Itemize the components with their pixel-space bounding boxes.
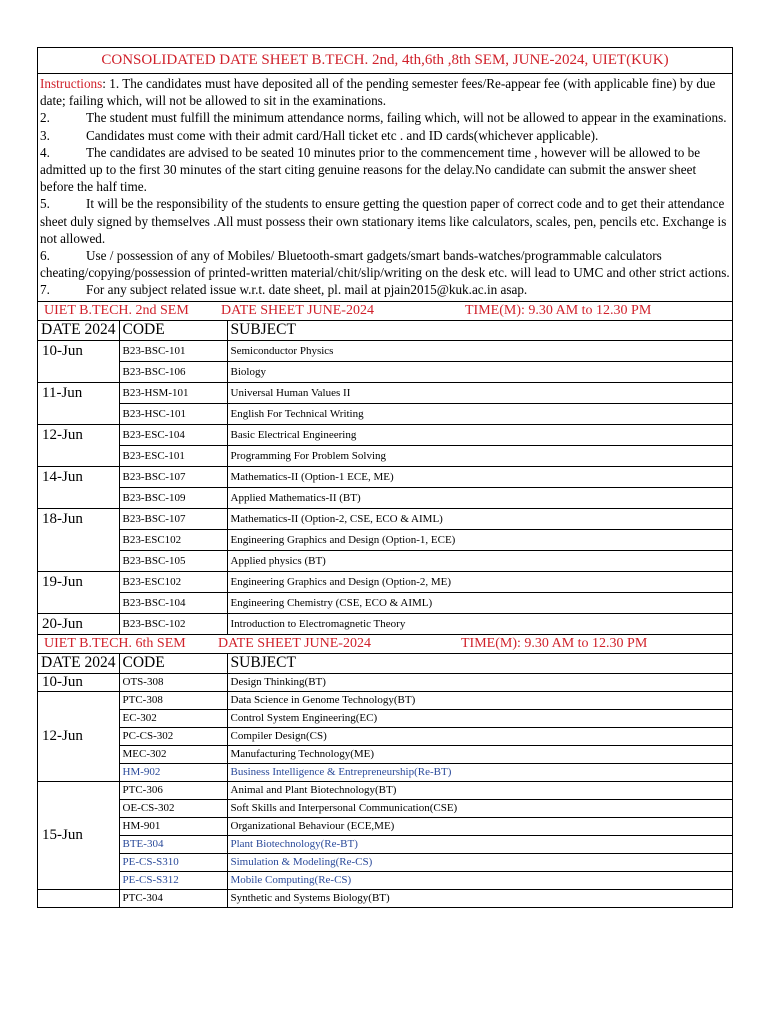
table-row bbox=[38, 871, 732, 889]
date-column-header: DATE 2024 bbox=[38, 654, 119, 674]
instruction-number: 3. bbox=[40, 127, 50, 143]
instructions-block bbox=[38, 74, 732, 302]
subject-code: B23-BSC-104 bbox=[119, 592, 227, 613]
subject-code: B23-ESC-104 bbox=[119, 424, 227, 445]
subject-name: Business Intelligence & Entrepreneurship(Re-BT) bbox=[227, 763, 732, 781]
exam-date: 12-Jun bbox=[38, 424, 119, 466]
subject-name: Basic Electrical Engineering bbox=[227, 424, 732, 445]
table-row bbox=[38, 592, 732, 613]
instruction-5 bbox=[40, 195, 731, 247]
subject-name: Organizational Behaviour (ECE,ME) bbox=[227, 817, 732, 835]
sem6-time: TIME(M): 9.30 AM to 12.30 PM bbox=[461, 635, 648, 651]
instruction-2 bbox=[40, 109, 731, 126]
subject-code: MEC-302 bbox=[119, 745, 227, 763]
date-column-header: DATE 2024 bbox=[38, 321, 119, 341]
code-column-header: CODE bbox=[119, 654, 227, 674]
subject-code: B23-HSM-101 bbox=[119, 382, 227, 403]
table-row bbox=[38, 571, 732, 592]
table-row bbox=[38, 853, 732, 871]
subject-name: Applied Mathematics-II (BT) bbox=[227, 487, 732, 508]
instruction-7 bbox=[40, 281, 731, 298]
subject-code: BTE-304 bbox=[119, 835, 227, 853]
table-row bbox=[38, 691, 732, 709]
table-row bbox=[38, 340, 732, 361]
table-header-row bbox=[38, 654, 732, 674]
sem2-section-header bbox=[38, 302, 732, 321]
table-row bbox=[38, 763, 732, 781]
subject-code: PE-CS-S312 bbox=[119, 871, 227, 889]
instruction-number: 5. bbox=[40, 196, 50, 212]
table-row bbox=[38, 799, 732, 817]
subject-column-header: SUBJECT bbox=[227, 654, 732, 674]
sem2-sheet-label: DATE SHEET JUNE-2024 bbox=[221, 302, 374, 318]
table-row bbox=[38, 361, 732, 382]
subject-name: Introduction to Electromagnetic Theory bbox=[227, 613, 732, 634]
subject-code: B23-BSC-106 bbox=[119, 361, 227, 382]
date-sheet-document bbox=[37, 47, 733, 908]
subject-name: Programming For Problem Solving bbox=[227, 445, 732, 466]
table-row bbox=[38, 889, 732, 907]
subject-name: Engineering Graphics and Design (Option-1, ECE) bbox=[227, 529, 732, 550]
subject-column-header: SUBJECT bbox=[227, 321, 732, 341]
exam-date: 11-Jun bbox=[38, 382, 119, 424]
table-row bbox=[38, 445, 732, 466]
table-row bbox=[38, 709, 732, 727]
subject-code: HM-902 bbox=[119, 763, 227, 781]
instruction-text: The student must fulfill the minimum attendance norms, failing which, will not be allowed to appear in the examinations. bbox=[86, 110, 727, 126]
table-row bbox=[38, 466, 732, 487]
subject-name: Mathematics-II (Option-1 ECE, ME) bbox=[227, 466, 732, 487]
subject-code: PTC-304 bbox=[119, 889, 227, 907]
instruction-number: 6. bbox=[40, 248, 50, 264]
exam-date: 18-Jun bbox=[38, 508, 119, 571]
subject-name: Universal Human Values II bbox=[227, 382, 732, 403]
exam-date: 14-Jun bbox=[38, 466, 119, 508]
instruction-text: 1. The candidates must have deposited all of the pending semester fees/Re-appear fee (with applicable fine) by due date; failing which, will not be allowed to sit in the examinations. bbox=[40, 76, 716, 109]
table-row bbox=[38, 487, 732, 508]
instruction-text: The candidates are advised to be seated 10 minutes prior to the commencement time , however will be allowed to be admitted up to the first 30 minutes of the start citing genuine reasons for the delay.No candidate can submit the answer sheet before the half time. bbox=[40, 144, 701, 195]
table-row bbox=[38, 382, 732, 403]
sem2-table bbox=[38, 321, 732, 635]
instruction-number: 4. bbox=[40, 144, 50, 160]
exam-date: 15-Jun bbox=[38, 781, 119, 889]
sem2-time: TIME(M): 9.30 AM to 12.30 PM bbox=[465, 302, 652, 318]
instruction-3 bbox=[40, 127, 731, 144]
subject-code: HM-901 bbox=[119, 817, 227, 835]
subject-code: B23-ESC102 bbox=[119, 571, 227, 592]
subject-name: Control System Engineering(EC) bbox=[227, 709, 732, 727]
sem2-heading: UIET B.TECH. 2nd SEM bbox=[44, 302, 189, 318]
subject-name: Semiconductor Physics bbox=[227, 340, 732, 361]
subject-code: B23-ESC102 bbox=[119, 529, 227, 550]
subject-name: Engineering Graphics and Design (Option-2, ME) bbox=[227, 571, 732, 592]
instruction-number: 2. bbox=[40, 110, 50, 126]
exam-date: 20-Jun bbox=[38, 613, 119, 634]
subject-code: B23-BSC-107 bbox=[119, 466, 227, 487]
subject-name: Manufacturing Technology(ME) bbox=[227, 745, 732, 763]
exam-date bbox=[38, 889, 119, 907]
table-row bbox=[38, 424, 732, 445]
subject-code: B23-HSC-101 bbox=[119, 403, 227, 424]
subject-name: Compiler Design(CS) bbox=[227, 727, 732, 745]
table-row bbox=[38, 781, 732, 799]
table-row bbox=[38, 727, 732, 745]
subject-name: Design Thinking(BT) bbox=[227, 673, 732, 691]
table-row bbox=[38, 403, 732, 424]
subject-code: B23-BSC-101 bbox=[119, 340, 227, 361]
subject-code: B23-BSC-102 bbox=[119, 613, 227, 634]
sem6-heading: UIET B.TECH. 6th SEM bbox=[44, 635, 186, 651]
table-row bbox=[38, 817, 732, 835]
subject-code: PTC-306 bbox=[119, 781, 227, 799]
subject-code: B23-BSC-105 bbox=[119, 550, 227, 571]
subject-name: Mobile Computing(Re-CS) bbox=[227, 871, 732, 889]
table-row bbox=[38, 673, 732, 691]
subject-code: OE-CS-302 bbox=[119, 799, 227, 817]
subject-name: Simulation & Modeling(Re-CS) bbox=[227, 853, 732, 871]
instruction-4 bbox=[40, 144, 731, 196]
exam-date: 12-Jun bbox=[38, 691, 119, 781]
subject-code: B23-BSC-107 bbox=[119, 508, 227, 529]
instruction-6 bbox=[40, 247, 731, 281]
document-title: CONSOLIDATED DATE SHEET B.TECH. 2nd, 4th,6th ,8th SEM, JUNE-2024, UIET(KUK) bbox=[38, 48, 732, 74]
exam-date: 10-Jun bbox=[38, 340, 119, 382]
sem6-sheet-label: DATE SHEET JUNE-2024 bbox=[218, 635, 371, 651]
instruction-1: Instructions: 1. The candidates must have deposited all of the pending semester fees/Re-appear fee (with applicable fine) by due date; failing which, will not be allowed to sit in the examinations. bbox=[40, 76, 716, 109]
subject-name: Applied physics (BT) bbox=[227, 550, 732, 571]
instructions-label: Instructions bbox=[40, 76, 103, 91]
table-header-row bbox=[38, 321, 732, 341]
code-column-header: CODE bbox=[119, 321, 227, 341]
table-row bbox=[38, 550, 732, 571]
instruction-number: 7. bbox=[40, 282, 50, 298]
sem6-section-header bbox=[38, 635, 732, 654]
instruction-text: Candidates must come with their admit card/Hall ticket etc . and ID cards(whichever applicable). bbox=[86, 127, 599, 143]
subject-code: B23-BSC-109 bbox=[119, 487, 227, 508]
subject-code: PTC-308 bbox=[119, 691, 227, 709]
subject-name: Animal and Plant Biotechnology(BT) bbox=[227, 781, 732, 799]
exam-date: 19-Jun bbox=[38, 571, 119, 613]
subject-code: PC-CS-302 bbox=[119, 727, 227, 745]
table-row bbox=[38, 508, 732, 529]
table-row bbox=[38, 613, 732, 634]
instruction-text: It will be the responsibility of the students to ensure getting the question paper of correct code and to get their attendance sheet duly signed by themselves .All must possess their own stationary items like calculators, scales, pen, pencils etc. Exchange is not allowed. bbox=[40, 196, 727, 246]
subject-name: Synthetic and Systems Biology(BT) bbox=[227, 889, 732, 907]
sem6-table bbox=[38, 654, 732, 907]
subject-name: Plant Biotechnology(Re-BT) bbox=[227, 835, 732, 853]
table-row bbox=[38, 835, 732, 853]
instruction-text: For any subject related issue w.r.t. date sheet, pl. mail at pjain2015@kuk.ac.in asap. bbox=[86, 282, 528, 298]
table-row bbox=[38, 745, 732, 763]
instruction-text: Use / possession of any of Mobiles/ Bluetooth-smart gadgets/smart bands-watches/programmable calculators cheating/copying/possession of printed-written material/chit/slip/writing on the desk etc. will lead to UMC and other strict actions. bbox=[40, 248, 730, 281]
subject-name: Mathematics-II (Option-2, CSE, ECO & AIML) bbox=[227, 508, 732, 529]
subject-name: Soft Skills and Interpersonal Communication(CSE) bbox=[227, 799, 732, 817]
exam-date: 10-Jun bbox=[38, 673, 119, 691]
subject-name: English For Technical Writing bbox=[227, 403, 732, 424]
subject-name: Data Science in Genome Technology(BT) bbox=[227, 691, 732, 709]
table-row bbox=[38, 529, 732, 550]
subject-code: OTS-308 bbox=[119, 673, 227, 691]
subject-code: EC-302 bbox=[119, 709, 227, 727]
subject-name: Engineering Chemistry (CSE, ECO & AIML) bbox=[227, 592, 732, 613]
subject-code: B23-ESC-101 bbox=[119, 445, 227, 466]
subject-name: Biology bbox=[227, 361, 732, 382]
subject-code: PE-CS-S310 bbox=[119, 853, 227, 871]
